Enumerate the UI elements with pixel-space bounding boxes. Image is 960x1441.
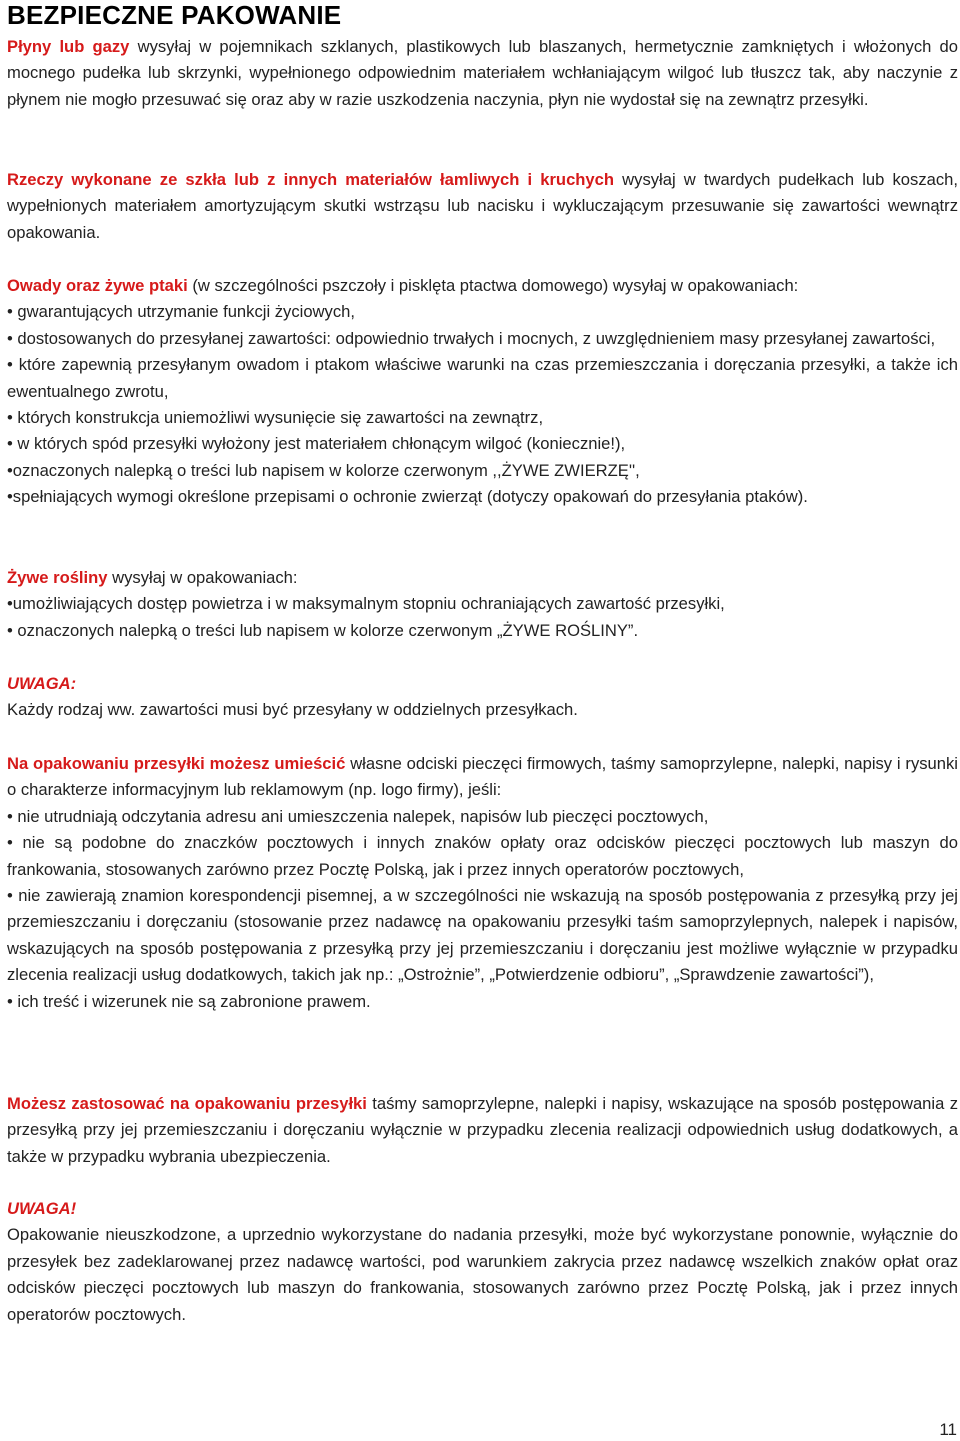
list-item: • dostosowanych do przesyłanej zawartości: odpowiednio trwałych i mocnych, z uwzględnieniem masy przesyłanej zawartości, xyxy=(7,328,936,348)
section-note-2 xyxy=(7,1196,958,1328)
section-lead: Na opakowaniu przesyłki możesz umieścić xyxy=(7,754,346,773)
list-item: •oznaczonych nalepką o treści lub napisem w kolorze czerwonym ,,ŻYWE ZWIERZĘ'', xyxy=(7,460,640,480)
section-lead: Płyny lub gazy xyxy=(7,37,130,56)
section-lead: Możesz zastosować na opakowaniu przesyłki xyxy=(7,1094,367,1113)
list-item: • nie są podobne do znaczków pocztowych i innych znaków opłaty oraz odcisków pieczęci pocztowych lub maszyn do frankowania, stosowanych zarówno przez Pocztę Polską, jak i przez innych operatorów pocztowych, xyxy=(7,833,958,879)
list-item: • nie utrudniają odczytania adresu ani umieszczenia nalepek, napisów lub pieczęci pocztowych, xyxy=(7,806,709,826)
section-lead: Żywe rośliny xyxy=(7,568,108,587)
note-text: Opakowanie nieuszkodzone, a uprzednio wykorzystane do nadania przesyłki, może być wykorzystane ponownie, wyłącznie do przesyłek bez zadeklarowanej przez nadawcę wartości, pod warunkiem zakrycia przez nadawcę wszelkich znaków opłat oraz odcisków pieczęci pocztowych lub maszyn do frankowania, stosowanych zarówno przez Pocztę Polską, jak i przez innych operatorów pocztowych. xyxy=(7,1225,958,1324)
list-item: • gwarantujących utrzymanie funkcji życiowych, xyxy=(7,302,355,322)
list-item: • które zapewnią przesyłanym owadom i ptakom właściwe warunki na czas przemieszczania i doręczania przesyłki, a także ich ewentualnego zwrotu, xyxy=(7,355,958,401)
page-title: BEZPIECZNE PAKOWANIE xyxy=(7,0,342,30)
note-text: Każdy rodzaj ww. zawartości musi być przesyłany w oddzielnych przesyłkach. xyxy=(7,700,578,720)
list-item: •spełniających wymogi określone przepisami o ochronie zwierząt (dotyczy opakowań do przesyłania ptaków). xyxy=(7,487,808,507)
note-heading: UWAGA: xyxy=(7,674,77,693)
list-item: • ich treść i wizerunek nie są zabronione prawem. xyxy=(7,991,371,1011)
list-item: • nie zawierają znamion korespondencji pisemnej, a w szczególności nie wskazują na sposób postępowania z przesyłką przy jej przemieszczaniu i doręczaniu (stosowanie przez nadawcę na opakowaniu przesyłki taśm samoprzylepnych, nalepek i napisów, wskazujących na sposób postępowania z przesyłką przy jej przemieszczaniu i doręczaniu jest możliwe wyłącznie w przypadku zlecenia realizacji usług dodatkowych, takich jak np.: „Ostrożnie”, „Potwierdzenie odbioru”, „Sprawdzenie zawartości”), xyxy=(7,886,958,985)
section-text: (w szczególności pszczoły i pisklęta ptactwa domowego) wysyłaj w opakowaniach: xyxy=(187,276,799,295)
section-own-markings xyxy=(7,751,958,1015)
section-note-1 xyxy=(7,671,958,724)
list-item: • oznaczonych nalepką o treści lub napisem w kolorze czerwonym „ŻYWE ROŚLINY”. xyxy=(7,620,639,640)
section-fragile xyxy=(7,167,958,246)
section-lead: Rzeczy wykonane ze szkła lub z innych materiałów łamliwych i kruchych xyxy=(7,170,615,189)
section-lead: Owady oraz żywe ptaki xyxy=(7,276,188,295)
section-text: wysyłaj w pojemnikach szklanych, plastikowych lub blaszanych, hermetycznie zamkniętych i włożonych do mocnego pudełka lub skrzynki, wypełnionego odpowiednim materiałem wchłaniającym wilgoć lub tłuszcz tak, aby naczynie z płynem nie mogło przesuwać się oraz aby w razie uszkodzenia naczynia, płyn nie wydostał się na zewnątrz przesyłki. xyxy=(7,37,958,109)
section-handling-tapes xyxy=(7,1091,958,1170)
list-item: • których konstrukcja uniemożliwi wysunięcie się zawartości na zewnątrz, xyxy=(7,408,544,428)
section-insects-birds xyxy=(7,273,958,511)
section-text: własne odciski pieczęci firmowych, taśmy samoprzylepne, nalepki, napisy i rysunki o charakterze informacyjnym lub reklamowym (np. logo firmy), jeśli: xyxy=(7,754,958,800)
section-text: wysyłaj w opakowaniach: xyxy=(107,568,298,587)
note-heading: UWAGA! xyxy=(7,1199,77,1218)
section-liquids xyxy=(7,34,958,113)
section-text: taśmy samoprzylepne, nalepki i napisy, wskazujące na sposób postępowania z przesyłką przy jej przemieszczaniu i doręczaniu wyłącznie w przypadku zlecenia realizacji odpowiednich usług dodatkowych, a także w przypadku wybrania ubezpieczenia. xyxy=(7,1094,958,1166)
page-number: 11 xyxy=(939,1420,957,1439)
section-text: wysyłaj w twardych pudełkach lub koszach, wypełnionych materiałem amortyzującym skutki wstrząsu lub nacisku i wykluczającym przesuwanie się zawartości wewnątrz opakowania. xyxy=(7,170,958,242)
list-item: • w których spód przesyłki wyłożony jest materiałem chłonącym wilgoć (koniecznie!), xyxy=(7,434,626,454)
list-item: •umożliwiających dostęp powietrza i w maksymalnym stopniu ochraniających zawartość przesyłki, xyxy=(7,594,725,614)
section-plants xyxy=(7,565,958,644)
